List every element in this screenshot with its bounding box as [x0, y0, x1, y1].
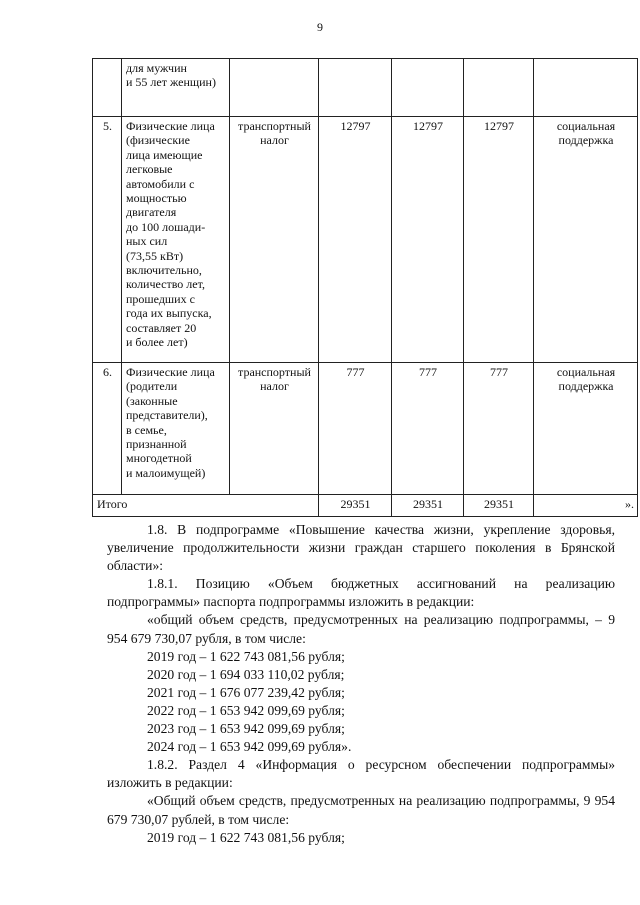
value-cell: 12797	[319, 117, 392, 363]
category-line: составляет 20	[126, 320, 197, 335]
category-line: ных сил	[126, 234, 168, 249]
total-value-cell: 29351	[392, 495, 464, 517]
category-line: мощностью	[126, 191, 187, 206]
total-value-cell: 29351	[464, 495, 534, 517]
category-line: многодетной	[126, 451, 192, 466]
category-line: лица имеющие	[126, 147, 203, 162]
document-body	[107, 521, 615, 847]
category-line: (73,55 кВт)	[126, 248, 184, 263]
tax-type-cell: транспортный налог	[230, 363, 319, 495]
category-cell	[122, 363, 230, 495]
tax-type-cell	[230, 59, 319, 117]
paragraph: «общий объем средств, предусмотренных на реализацию подпрограммы, – 9 954 679 730,07 рубля, в том числе:	[107, 612, 615, 646]
value-cell: 12797	[464, 117, 534, 363]
category-line: (законные	[126, 393, 178, 408]
value-cell: 777	[464, 363, 534, 495]
category-line: представители),	[126, 408, 208, 423]
row-number-cell: 6.	[93, 363, 122, 495]
paragraph: 1.8.2. Раздел 4 «Информация о ресурсном обеспечении подпрограммы» изложить в редакции:	[107, 757, 615, 791]
purpose-cell: социальная поддержка	[534, 117, 638, 363]
category-cell	[122, 59, 230, 117]
category-line: Физические лица	[126, 365, 215, 379]
category-line: (физические	[126, 133, 190, 148]
page-number: 9	[317, 20, 323, 34]
tax-relief-table	[92, 58, 638, 517]
category-line: Физические лица	[126, 119, 215, 133]
table-row	[93, 363, 638, 495]
funding-year-line: 2023 год – 1 653 942 099,69 рубля;	[147, 721, 345, 737]
funding-year-line: 2021 год – 1 676 077 239,42 рубля;	[147, 684, 345, 700]
category-line: двигателя	[126, 205, 177, 220]
category-line: автомобили с	[126, 176, 195, 191]
category-line: до 100 лошади-	[126, 219, 206, 234]
total-value-cell: 29351	[319, 495, 392, 517]
category-line: количество лет,	[126, 277, 205, 292]
paragraph: 1.8. В подпрограмме «Повышение качества жизни, укрепление здоровья, увеличение продолжительности жизни граждан старшего поколения в Брянской области»:	[107, 522, 615, 574]
category-line: (родители	[126, 379, 178, 394]
funding-year-line: 2024 год – 1 653 942 099,69 рубля».	[147, 739, 352, 755]
table-body	[93, 59, 638, 517]
category-line: прошедших с	[126, 291, 195, 306]
category-line: и 55 лет женщин)	[126, 75, 216, 90]
value-cell	[319, 59, 392, 117]
category-cell	[122, 117, 230, 363]
total-end-cell: ».	[534, 495, 638, 517]
row-number-cell	[93, 59, 122, 117]
purpose-cell: социальная поддержка	[534, 363, 638, 495]
table-row	[93, 59, 638, 117]
purpose-cell	[534, 59, 638, 117]
row-number-cell: 5.	[93, 117, 122, 363]
tax-type-cell: транспортный налог	[230, 117, 319, 363]
value-cell	[392, 59, 464, 117]
value-cell	[464, 59, 534, 117]
total-label: Итого	[93, 495, 319, 517]
category-line: легковые	[126, 162, 173, 177]
funding-year-line: 2020 год – 1 694 033 110,02 рубля;	[147, 666, 345, 682]
category-line: и более лет)	[126, 335, 188, 350]
category-line: для мужчин	[126, 61, 187, 75]
category-line: включительно,	[126, 263, 202, 278]
category-line: в семье,	[126, 422, 167, 437]
table-row	[93, 117, 638, 363]
category-line: года их выпуска,	[126, 306, 212, 321]
value-cell: 777	[319, 363, 392, 495]
paragraph: 1.8.1. Позицию «Объем бюджетных ассигнований на реализацию подпрограммы» паспорта подпрограммы изложить в редакции:	[107, 576, 615, 610]
paragraph: «Общий объем средств, предусмотренных на реализацию подпрограммы, 9 954 679 730,07 рублей, в том числе:	[107, 793, 615, 827]
funding-year-line: 2022 год – 1 653 942 099,69 рубля;	[147, 702, 345, 718]
funding-year-line: 2019 год – 1 622 743 081,56 рубля;	[147, 648, 345, 664]
category-line: и малоимущей)	[126, 465, 206, 480]
value-cell: 12797	[392, 117, 464, 363]
category-line: признанной	[126, 437, 187, 452]
funding-year-line: 2019 год – 1 622 743 081,56 рубля;	[147, 829, 345, 845]
value-cell: 777	[392, 363, 464, 495]
total-row	[93, 495, 638, 517]
